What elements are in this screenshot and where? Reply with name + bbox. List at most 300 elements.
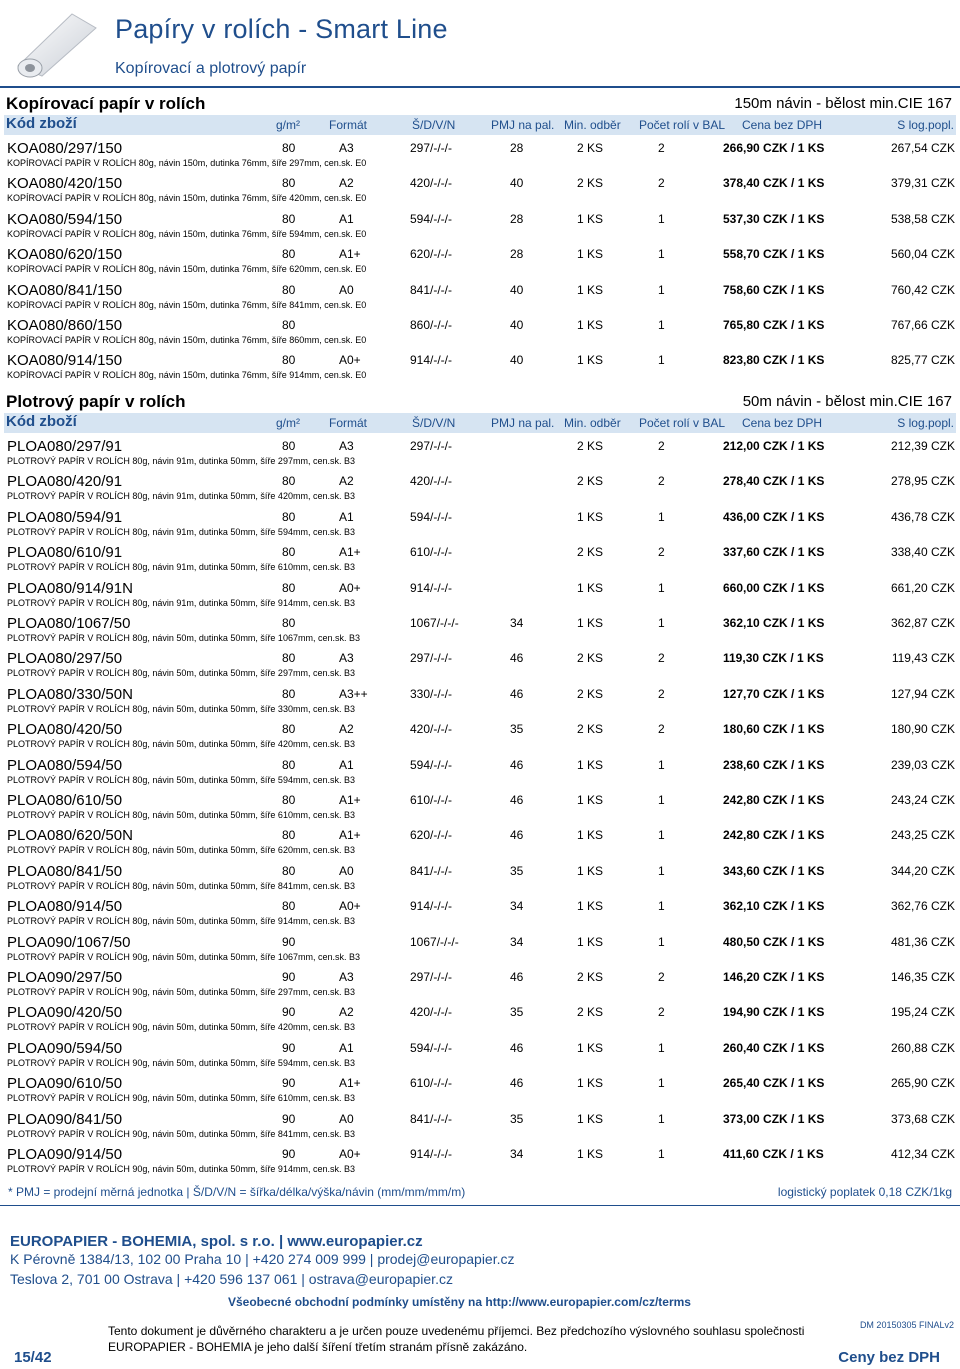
cell-count: 2 [658,545,665,560]
cell-price: 260,40 CZK / 1 KS [723,1040,825,1055]
table-row [0,245,960,279]
cell-gsm: 80 [282,509,296,524]
cell-slog: 127,94 CZK [890,686,955,701]
product-code: PLOA080/610/91 [7,544,123,562]
column-header-format: Formát [329,118,368,132]
product-description: PLOTROVÝ PAPÍR V ROLÍCH 80g, návin 50m, dutinka 50mm, šíře 620mm, cen.sk. B3 [7,845,355,856]
cell-gsm: 80 [282,439,296,453]
product-description: PLOTROVÝ PAPÍR V ROLÍCH 80g, návin 50m, dutinka 50mm, šíře 914mm, cen.sk. B3 [7,916,355,927]
table-row [0,437,960,471]
table-row [0,933,960,967]
cell-dims: 1067/-/-/- [410,934,459,949]
address-ostrava: Teslova 2, 701 00 Ostrava | +420 596 137 061 | ostrava@europapier.cz [10,1271,453,1287]
cell-count: 1 [658,934,665,949]
cell-gsm: 90 [282,970,296,984]
cell-min: 2 KS [577,1005,604,1020]
product-code: KOA080/860/150 [7,317,123,334]
cell-gsm: 80 [282,863,296,878]
cell-price: 212,00 CZK / 1 KS [723,439,825,453]
cell-price: 537,30 CZK / 1 KS [723,211,825,226]
page-number: 15/42 [14,1349,52,1366]
product-description: PLOTROVÝ PAPÍR V ROLÍCH 80g, návin 50m, dutinka 50mm, šíře 420mm, cen.sk. B3 [7,739,355,750]
table-row [0,862,960,896]
cell-count: 1 [658,509,665,524]
cell-slog: 825,77 CZK [890,353,955,368]
column-header-min: Min. odběr [564,416,621,430]
logistics-fee-note: logistický poplatek 0,18 CZK/1kg [777,1185,952,1199]
cell-format: A2 [339,1005,354,1020]
cell-dims: 297/-/-/- [410,141,453,155]
cell-gsm: 80 [282,580,296,595]
cell-dims: 841/-/-/- [410,863,453,878]
cell-gsm: 80 [282,828,296,843]
column-header-gsm: g/m² [276,118,300,132]
cell-gsm: 80 [282,899,296,914]
product-code: PLOA080/297/91 [7,438,123,455]
product-code: PLOA080/841/50 [7,862,123,880]
cell-dims: 297/-/-/- [410,970,453,984]
column-header-dims: Š/D/V/N [412,416,456,430]
cell-dims: 420/-/-/- [410,474,453,489]
column-header-slog: S log.popl. [897,416,954,430]
cell-pmj: 28 [510,211,524,226]
cell-pmj: 34 [510,1147,524,1161]
cell-format: A0 [339,282,354,297]
table-row [0,649,960,683]
cell-pmj: 34 [510,616,524,630]
cell-min: 2 KS [577,176,604,191]
cell-slog: 362,87 CZK [890,616,955,630]
cell-price: 242,80 CZK / 1 KS [723,793,825,807]
cell-slog: 661,20 CZK [890,580,955,595]
cell-gsm: 80 [282,651,296,666]
product-description: PLOTROVÝ PAPÍR V ROLÍCH 80g, návin 50m, dutinka 50mm, šíře 1067mm, cen.sk. B3 [7,633,360,643]
product-code: PLOA090/841/50 [7,1110,123,1128]
cell-count: 1 [658,1040,665,1055]
cell-pmj: 46 [510,686,524,701]
table-row [0,210,960,244]
cell-count: 1 [658,247,665,262]
cell-slog: 767,66 CZK [890,318,955,332]
company-name: EUROPAPIER - BOHEMIA, spol. s r.o. [10,1233,275,1250]
cell-slog: 119,43 CZK [891,651,955,666]
column-header-format: Formát [329,416,368,430]
confidentiality-line-1: Tento dokument je důvěrného charakteru a je určen pouze uvedenému příjemci. Bez předchozího výslovného souhlasu společnosti [108,1324,805,1338]
cell-slog: 538,58 CZK [890,211,955,226]
column-header-kod: Kód zboží [6,413,77,430]
product-code: PLOA080/330/50N [7,685,133,703]
cell-gsm: 80 [282,686,296,701]
table-row [0,316,960,350]
column-header-count: Počet rolí v BAL [639,118,726,132]
cell-min: 1 KS [577,828,604,843]
cell-slog: 260,88 CZK [890,1040,955,1055]
cell-slog: 481,36 CZK [890,934,955,949]
cell-gsm: 90 [282,1040,296,1055]
cell-pmj: 46 [510,1040,524,1055]
table-row [0,826,960,860]
table-row [0,791,960,825]
paper-roll-icon [12,6,102,78]
email-prague[interactable]: prodej@europapier.cz [377,1251,515,1267]
company-line: EUROPAPIER - BOHEMIA, spol. s r.o. | www.europapier.cz [10,1233,423,1250]
cell-min: 1 KS [577,211,604,226]
cell-gsm: 80 [282,353,296,368]
table-row [0,685,960,719]
cell-format: A3 [339,439,354,453]
product-description: PLOTROVÝ PAPÍR V ROLÍCH 80g, návin 50m, dutinka 50mm, šíře 841mm, cen.sk. B3 [7,880,355,891]
cell-dims: 620/-/-/- [410,828,453,843]
cell-slog: 278,95 CZK [890,474,955,489]
cell-format: A0 [339,863,354,878]
cell-min: 2 KS [577,686,604,701]
product-code: PLOA080/297/50 [7,650,123,668]
cell-min: 2 KS [577,474,604,489]
cell-format: A1+ [339,247,361,262]
cell-min: 1 KS [577,934,604,949]
phone-prague: +420 274 009 999 [252,1251,366,1267]
footnote: * PMJ = prodejní měrná jednotka | Š/D/V/N = šířka/délka/výška/návin (mm/mm/mm/m) [8,1185,466,1199]
cell-format: A1 [339,211,354,226]
cell-dims: 330/-/-/- [410,686,453,701]
table-row [0,1074,960,1108]
cell-dims: 297/-/-/- [410,651,453,666]
section-note: 50m návin - bělost min.CIE 167 [742,393,952,410]
cell-min: 1 KS [577,616,604,630]
cell-pmj: 28 [510,141,524,155]
cell-pmj: 46 [510,828,524,843]
cell-gsm: 80 [282,211,296,226]
cell-price: 558,70 CZK / 1 KS [723,247,825,262]
cell-count: 2 [658,1005,665,1020]
cell-slog: 243,25 CZK [890,828,955,843]
cell-count: 1 [658,580,665,595]
product-description: PLOTROVÝ PAPÍR V ROLÍCH 90g, návin 50m, dutinka 50mm, šíře 297mm, cen.sk. B3 [7,987,355,997]
cell-format: A2 [339,722,354,737]
product-description: KOPÍROVACÍ PAPÍR V ROLÍCH 80g, návin 150m, dutinka 76mm, šíře 914mm, cen.sk. E0 [7,370,367,381]
product-code: PLOA080/420/50 [7,721,123,739]
email-ostrava[interactable]: ostrava@europapier.cz [308,1271,453,1287]
cell-dims: 594/-/-/- [410,211,453,226]
cell-slog: 195,24 CZK [890,1005,955,1020]
cell-count: 1 [658,793,665,807]
cell-gsm: 90 [282,1076,296,1091]
cell-count: 1 [658,616,665,630]
cell-price: 180,60 CZK / 1 KS [723,722,825,737]
cell-format: A1+ [339,828,361,843]
cell-slog: 212,39 CZK [890,439,955,453]
cell-format: A0+ [339,1147,361,1161]
product-description: PLOTROVÝ PAPÍR V ROLÍCH 90g, návin 50m, dutinka 50mm, šíře 1067mm, cen.sk. B3 [7,951,360,962]
phone-ostrava: +420 596 137 061 [184,1271,298,1287]
cell-slog: 239,03 CZK [890,757,955,772]
cell-slog: 338,40 CZK [890,545,955,560]
cell-count: 2 [658,474,665,489]
cell-min: 1 KS [577,282,604,297]
cell-dims: 420/-/-/- [410,1005,453,1020]
product-code: PLOA080/610/50 [7,792,123,809]
cell-dims: 594/-/-/- [410,509,453,524]
cell-price: 265,40 CZK / 1 KS [723,1076,825,1091]
terms-link[interactable]: Všeobecné obchodní podmínky umístěny na http://www.europapier.com/cz/terms [228,1295,691,1309]
cell-min: 1 KS [577,793,604,807]
cell-slog: 265,90 CZK [890,1076,955,1091]
cell-price: 765,80 CZK / 1 KS [723,318,825,332]
table-row [0,579,960,613]
product-description: PLOTROVÝ PAPÍR V ROLÍCH 80g, návin 50m, dutinka 50mm, šíře 330mm, cen.sk. B3 [7,703,355,714]
product-description: PLOTROVÝ PAPÍR V ROLÍCH 80g, návin 91m, dutinka 50mm, šíře 594mm, cen.sk. B3 [7,526,355,537]
cell-format: A3 [339,970,354,984]
cell-min: 2 KS [577,439,604,453]
cell-pmj: 40 [510,318,524,332]
cell-gsm: 80 [282,545,296,560]
cell-price: 278,40 CZK / 1 KS [723,474,825,489]
product-description: PLOTROVÝ PAPÍR V ROLÍCH 80g, návin 91m, dutinka 50mm, šíře 914mm, cen.sk. B3 [7,597,355,608]
cell-gsm: 80 [282,282,296,297]
column-header-row [4,413,956,433]
cell-dims: 594/-/-/- [410,757,453,772]
column-header-gsm: g/m² [276,416,300,430]
cell-pmj: 46 [510,970,524,984]
product-description: KOPÍROVACÍ PAPÍR V ROLÍCH 80g, návin 150m, dutinka 76mm, šíře 594mm, cen.sk. E0 [7,228,367,239]
cell-pmj: 40 [510,176,524,191]
cell-min: 1 KS [577,509,604,524]
product-code: PLOA080/1067/50 [7,615,131,632]
cell-count: 1 [658,211,665,226]
product-description: KOPÍROVACÍ PAPÍR V ROLÍCH 80g, návin 150m, dutinka 76mm, šíře 620mm, cen.sk. E0 [7,264,367,275]
cell-dims: 914/-/-/- [410,353,453,368]
product-description: PLOTROVÝ PAPÍR V ROLÍCH 90g, návin 50m, dutinka 50mm, šíře 610mm, cen.sk. B3 [7,1093,355,1104]
cell-format: A3++ [339,686,368,701]
column-header-row [4,115,956,135]
cell-count: 2 [658,722,665,737]
product-code: PLOA080/914/50 [7,898,123,916]
cell-format: A2 [339,474,354,489]
cell-count: 1 [658,282,665,297]
cell-price: 660,00 CZK / 1 KS [723,580,825,595]
table-row [0,508,960,542]
cell-min: 1 KS [577,1147,604,1161]
table-row [0,614,960,648]
cell-min: 1 KS [577,1040,604,1055]
product-code: PLOA080/594/50 [7,756,123,774]
cell-slog: 180,90 CZK [890,722,955,737]
cell-pmj: 34 [510,934,524,949]
table-row [0,720,960,754]
cell-min: 1 KS [577,353,604,368]
cell-dims: 860/-/-/- [410,318,453,332]
cell-dims: 841/-/-/- [410,1111,453,1126]
cell-count: 1 [658,353,665,368]
cell-min: 2 KS [577,722,604,737]
cell-format: A0+ [339,580,361,595]
column-header-pmj: PMJ na pal. [491,416,555,430]
page-header [0,0,960,88]
product-code: PLOA090/297/50 [7,969,123,986]
cell-format: A1 [339,1040,354,1055]
cell-count: 2 [658,651,665,666]
cell-price: 238,60 CZK / 1 KS [723,757,825,772]
product-code: PLOA090/420/50 [7,1004,123,1022]
cell-price: 146,20 CZK / 1 KS [723,970,825,984]
product-description: PLOTROVÝ PAPÍR V ROLÍCH 90g, návin 50m, dutinka 50mm, šíře 914mm, cen.sk. B3 [7,1164,355,1174]
cell-price: 119,30 CZK / 1 KS [723,651,824,666]
cell-price: 362,10 CZK / 1 KS [723,899,825,914]
product-code: KOA080/297/150 [7,140,123,157]
cell-price: 373,00 CZK / 1 KS [723,1111,825,1126]
column-header-kod: Kód zboží [6,115,77,132]
cell-min: 1 KS [577,757,604,772]
cell-gsm: 80 [282,176,296,191]
cell-min: 1 KS [577,1111,604,1126]
cell-price: 266,90 CZK / 1 KS [723,141,825,155]
product-code: KOA080/420/150 [7,175,123,193]
footer-divider [0,1205,960,1206]
cell-dims: 610/-/-/- [410,545,453,560]
product-description: PLOTROVÝ PAPÍR V ROLÍCH 90g, návin 50m, dutinka 50mm, šíře 841mm, cen.sk. B3 [7,1128,355,1139]
table-row [0,968,960,1002]
cell-price: 194,90 CZK / 1 KS [723,1005,825,1020]
product-code: KOA080/841/150 [7,281,123,299]
document-id: DM 20150305 FINALv2 [859,1320,954,1330]
cell-slog: 267,54 CZK [890,141,955,155]
cell-count: 2 [658,439,665,453]
product-description: PLOTROVÝ PAPÍR V ROLÍCH 90g, návin 50m, dutinka 50mm, šíře 420mm, cen.sk. B3 [7,1022,355,1033]
table-row [0,472,960,506]
cell-price: 411,60 CZK / 1 KS [723,1147,824,1161]
product-description: PLOTROVÝ PAPÍR V ROLÍCH 80g, návin 91m, dutinka 50mm, šíře 420mm, cen.sk. B3 [7,491,355,502]
cell-format: A1+ [339,545,361,560]
column-header-price: Cena bez DPH [742,416,823,430]
cell-slog: 373,68 CZK [890,1111,955,1126]
cell-count: 1 [658,863,665,878]
cell-dims: 420/-/-/- [410,722,453,737]
cell-pmj: 28 [510,247,524,262]
cell-gsm: 80 [282,141,296,155]
cell-format: A1 [339,757,354,772]
cell-min: 1 KS [577,247,604,262]
cell-count: 1 [658,828,665,843]
cell-dims: 841/-/-/- [410,282,453,297]
product-description: KOPÍROVACÍ PAPÍR V ROLÍCH 80g, návin 150m, dutinka 76mm, šíře 297mm, cen.sk. E0 [7,158,367,168]
cell-format: A1 [339,509,354,524]
column-header-price: Cena bez DPH [742,118,823,132]
cell-pmj: 40 [510,353,524,368]
cell-slog: 560,04 CZK [890,247,955,262]
cell-dims: 1067/-/-/- [410,616,459,630]
cell-slog: 362,76 CZK [890,899,955,914]
column-header-dims: Š/D/V/N [412,118,456,132]
cell-min: 2 KS [577,651,604,666]
product-description: PLOTROVÝ PAPÍR V ROLÍCH 80g, návin 50m, dutinka 50mm, šíře 610mm, cen.sk. B3 [7,810,355,820]
cell-gsm: 80 [282,757,296,772]
cell-dims: 297/-/-/- [410,439,453,453]
table-row [0,1039,960,1073]
cell-format: A3 [339,651,354,666]
cell-count: 1 [658,757,665,772]
cell-pmj: 46 [510,793,524,807]
cell-min: 2 KS [577,970,604,984]
header-divider [0,86,960,88]
cell-dims: 610/-/-/- [410,1076,453,1091]
product-code: PLOA080/594/91 [7,508,123,526]
section-note: 150m návin - bělost min.CIE 167 [734,95,952,112]
table-row [0,1003,960,1037]
cell-price: 758,60 CZK / 1 KS [723,282,825,297]
page-title: Papíry v rolích - Smart Line [115,14,448,44]
product-description: PLOTROVÝ PAPÍR V ROLÍCH 80g, návin 50m, dutinka 50mm, šíře 297mm, cen.sk. B3 [7,668,355,679]
cell-slog: 344,20 CZK [890,863,955,878]
cell-gsm: 80 [282,247,296,262]
product-description: PLOTROVÝ PAPÍR V ROLÍCH 80g, návin 91m, dutinka 50mm, šíře 610mm, cen.sk. B3 [7,562,355,573]
cell-count: 2 [658,176,665,191]
cell-price: 127,70 CZK / 1 KS [723,686,825,701]
cell-pmj: 46 [510,1076,524,1091]
cell-gsm: 90 [282,1111,296,1126]
page-subtitle: Kopírovací a plotrový papír [115,60,307,77]
column-header-min: Min. odběr [564,118,621,132]
product-description: KOPÍROVACÍ PAPÍR V ROLÍCH 80g, návin 150m, dutinka 76mm, šíře 860mm, cen.sk. E0 [7,335,367,345]
product-description: KOPÍROVACÍ PAPÍR V ROLÍCH 80g, návin 150m, dutinka 76mm, šíře 420mm, cen.sk. E0 [7,193,367,204]
cell-format: A0+ [339,899,361,914]
address-prague: K Pérovně 1384/13, 102 00 Praha 10 | +420 274 009 999 | prodej@europapier.cz [10,1251,515,1267]
product-code: PLOA090/914/50 [7,1146,123,1163]
cell-count: 1 [658,318,665,332]
cell-count: 1 [658,1147,665,1161]
cell-slog: 243,24 CZK [890,793,955,807]
section-title: Plotrový papír v rolích [6,392,186,411]
cell-dims: 620/-/-/- [410,247,453,262]
company-website[interactable]: www.europapier.cz [287,1233,423,1250]
cell-gsm: 90 [282,934,296,949]
cell-gsm: 80 [282,616,296,630]
address-ostrava-street: Teslova 2, 701 00 Ostrava [10,1271,173,1287]
cell-gsm: 80 [282,318,296,332]
cell-dims: 420/-/-/- [410,176,453,191]
cell-count: 2 [658,970,665,984]
column-header-pmj: PMJ na pal. [491,118,555,132]
cell-format: A1+ [339,793,361,807]
address-prague-street: K Pérovně 1384/13, 102 00 Praha 10 [10,1251,242,1267]
cell-min: 1 KS [577,318,604,332]
product-code: PLOA090/610/50 [7,1075,123,1093]
cell-gsm: 90 [282,1147,296,1161]
cell-slog: 379,31 CZK [890,176,955,191]
product-description: PLOTROVÝ PAPÍR V ROLÍCH 90g, návin 50m, dutinka 50mm, šíře 594mm, cen.sk. B3 [7,1057,355,1068]
table-row [0,174,960,208]
cell-gsm: 90 [282,1005,296,1020]
cell-pmj: 46 [510,651,524,666]
cell-price: 823,80 CZK / 1 KS [723,353,825,368]
cell-pmj: 35 [510,1005,524,1020]
product-code: KOA080/620/150 [7,246,123,264]
cell-count: 2 [658,141,665,155]
cell-min: 1 KS [577,863,604,878]
cell-count: 1 [658,1076,665,1091]
table-row [0,897,960,931]
cell-dims: 914/-/-/- [410,899,453,914]
product-code: PLOA090/594/50 [7,1039,123,1057]
cell-min: 2 KS [577,545,604,560]
cell-gsm: 80 [282,793,296,807]
product-code: PLOA090/1067/50 [7,933,131,951]
cell-count: 1 [658,1111,665,1126]
cell-pmj: 40 [510,282,524,297]
cell-min: 2 KS [577,141,604,155]
cell-gsm: 80 [282,474,296,489]
cell-price: 378,40 CZK / 1 KS [723,176,825,191]
product-description: KOPÍROVACÍ PAPÍR V ROLÍCH 80g, návin 150m, dutinka 76mm, šíře 841mm, cen.sk. E0 [7,299,367,310]
